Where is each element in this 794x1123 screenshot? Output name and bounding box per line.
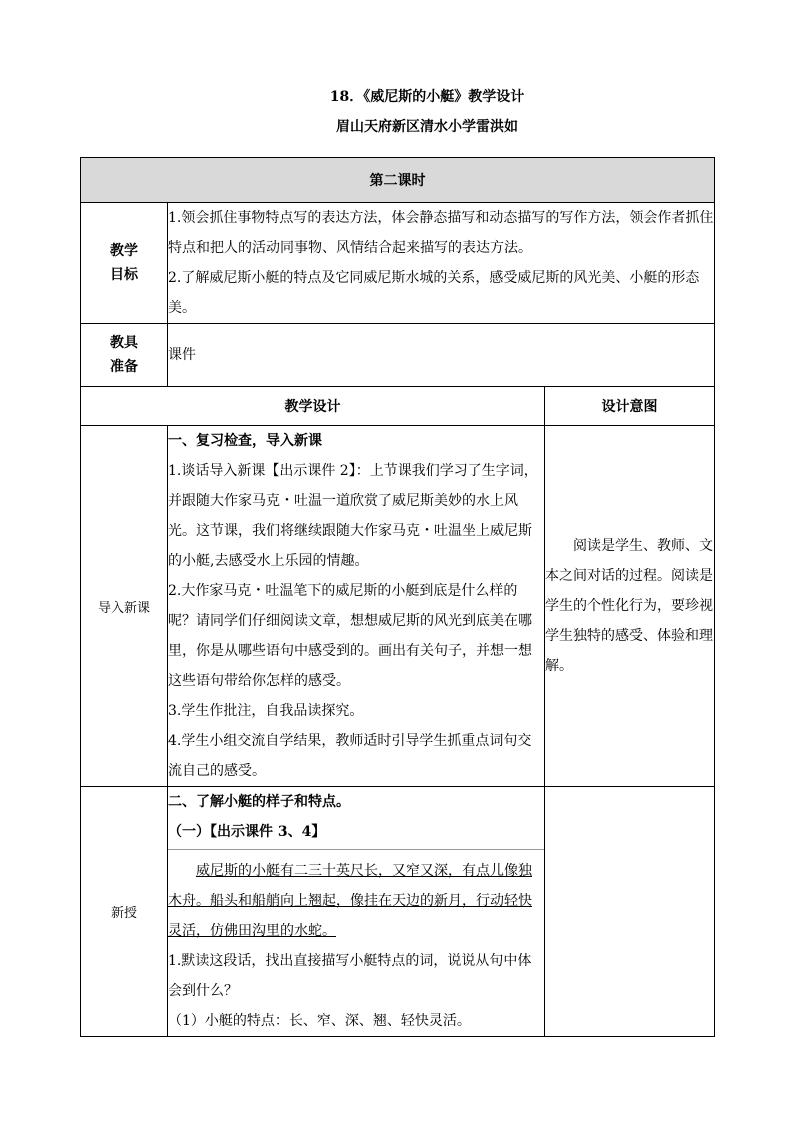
stage-intro: 导入新课 [81, 426, 168, 787]
new-sub: （一）【出示课件 3、4】 [168, 824, 326, 840]
design-header: 教学设计 [81, 387, 545, 426]
intro-heading: 一、复习检查，导入新课 [168, 433, 322, 449]
intro-item: 3.学生作批注，自我品读探究。 [168, 703, 364, 719]
new-lesson-content [168, 787, 545, 1037]
intro-item: 1.谈话导入新课【出示课件 2】：上节课我们学习了生字词，并跟随大作家马克・吐温一道欣赏了威尼斯美妙的水上风光。这节课，我们将继续跟随大作家马克・吐温坐上威尼斯的小艇,去感受水上乐园的情趣。 [168, 463, 538, 569]
answer-item: （1）小艇的特点：长、窄、深、翘、轻快灵活。 [168, 1013, 471, 1029]
intro-content [168, 426, 545, 787]
intent-header: 设计意图 [545, 387, 715, 426]
new-intent [545, 787, 715, 1037]
intro-intent: 阅读是学生、教师、文本之间对话的过程。阅读是学生的个性化行为，要珍视学生独特的感受、体验和理解。 [545, 426, 715, 787]
new-heading: 二、了解小艇的样子和特点。 [168, 794, 350, 810]
goal-item: 1.领会抓住事物特点写的表达方法，体会静态描写和动态描写的写作方法，领会作者抓住特点和把人的活动同事物、风情结合起来描写的表达方法。 [168, 210, 714, 256]
divider [168, 849, 544, 850]
stage-new: 新授 [81, 787, 168, 1037]
goals-label: 教学 目标 [81, 203, 168, 324]
question-item: 1.默读这段话，找出直接描写小艇特点的词，说说从句中体会到什么？ [168, 953, 532, 999]
intro-item: 2.大作家马克・吐温笔下的威尼斯的小艇到底是什么样的呢？请同学们仔细阅读文章，想想威尼斯的风光到底美在哪里，你是从哪些语句中感受到的。画出有关句子，并想一想这些语句带给你怎样的感受。 [168, 583, 532, 689]
tools-label: 教具 准备 [81, 324, 168, 387]
document-title: 18．《威尼斯的小艇》教学设计 [329, 89, 525, 105]
session-header: 第二课时 [81, 158, 715, 203]
tools-value: 课件 [168, 324, 715, 387]
intro-item: 4.学生小组交流自学结果，教师适时引导学生抓重点词句交流自己的感受。 [168, 733, 532, 779]
goals-content [168, 203, 715, 324]
quote-passage: 威尼斯的小艇有二三十英尺长，又窄又深，有点儿像独木舟。船头和船艄向上翘起，像挂在天边的新月，行动轻快灵活，仿佛田沟里的水蛇。 [168, 863, 532, 939]
document-author: 眉山天府新区清水小学雷洪如 [336, 119, 518, 135]
goal-item: 2.了解威尼斯小艇的特点及它同威尼斯水城的关系，感受威尼斯的风光美、小艇的形态美。 [168, 270, 700, 316]
lesson-plan-table [80, 157, 715, 1037]
